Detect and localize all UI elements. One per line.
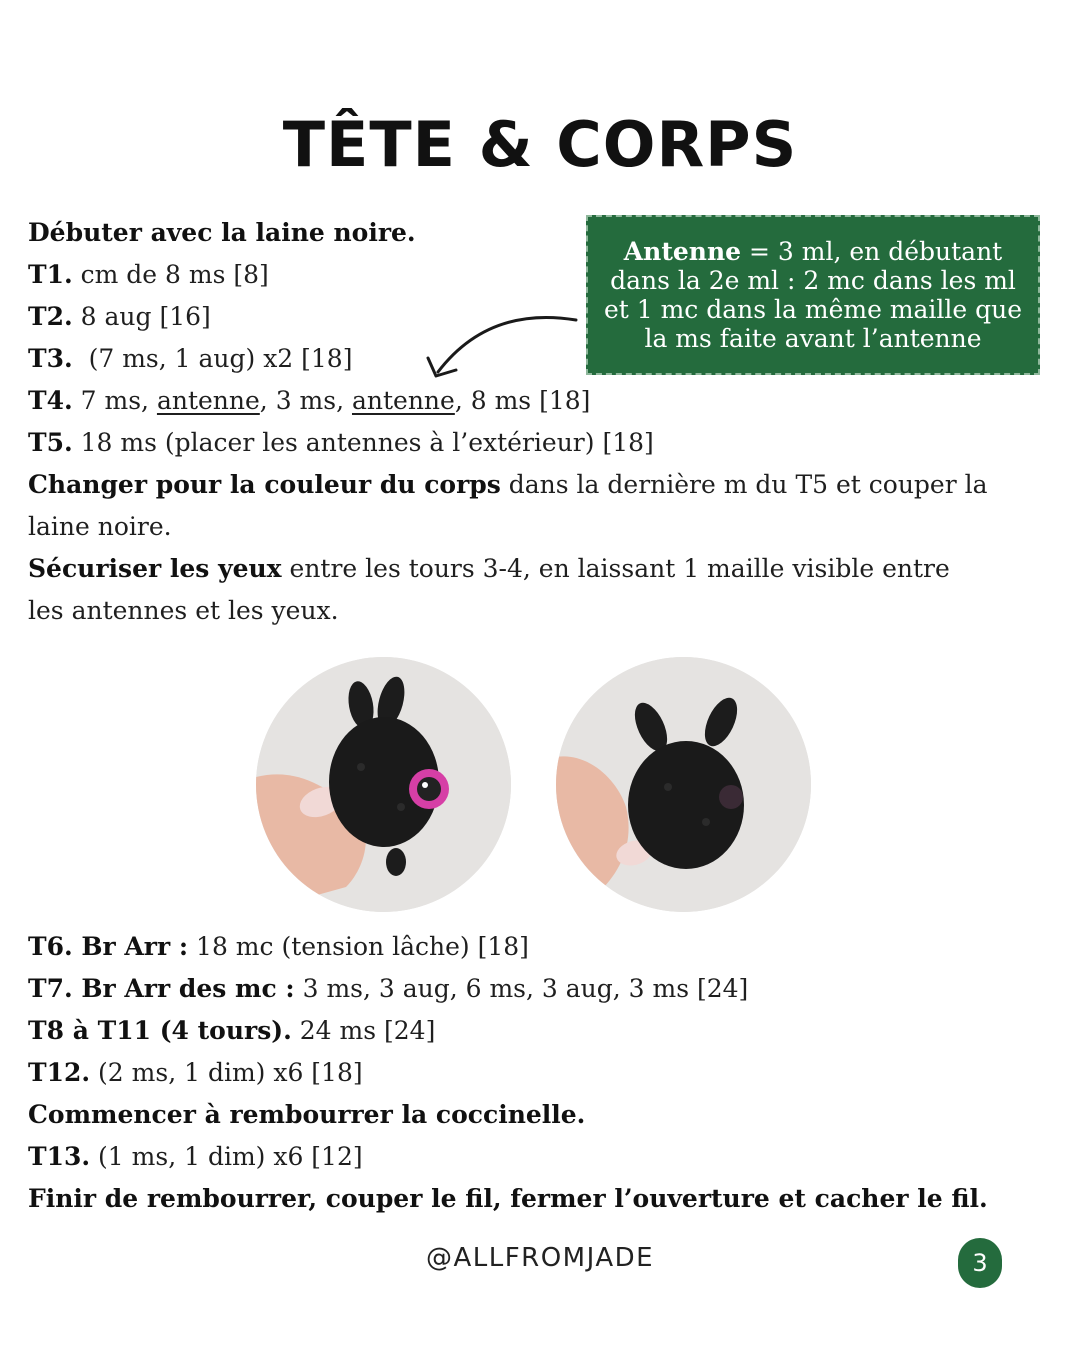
page-number-badge: 3 <box>958 1238 1002 1288</box>
footer-handle: @ALLFROMJADE <box>425 1243 655 1273</box>
antenna-term: antenne <box>156 386 260 415</box>
round-t12: T12. (2 ms, 1 dim) x6 [18] <box>28 1058 363 1087</box>
antenna-term: antenne <box>351 386 455 415</box>
change-color-line-2: laine noire. <box>28 512 172 541</box>
change-color-line: Changer pour la couleur du corps dans la dernière m du T5 et couper la <box>28 470 988 499</box>
finish-line: Finir de rembourrer, couper le fil, fermer l’ouverture et cacher le fil. <box>28 1184 988 1213</box>
round-t5: T5. 18 ms (placer les antennes à l’extérieur) [18] <box>28 428 654 457</box>
round-t1: T1. cm de 8 ms [8] <box>28 260 269 289</box>
eyes-line: Sécuriser les yeux entre les tours 3-4, en laissant 1 maille visible entre <box>28 554 950 583</box>
round-t4: T4. 7 ms, antenne, 3 ms, antenne, 8 ms [18] <box>28 386 591 415</box>
round-t3: T3. (7 ms, 1 aug) x2 [18] <box>28 344 353 373</box>
amigurumi-photo-front <box>556 657 811 912</box>
amigurumi-photo-side <box>256 657 511 912</box>
round-t13: T13. (1 ms, 1 dim) x6 [12] <box>28 1142 363 1171</box>
page-title: TÊTE & CORPS <box>282 108 798 181</box>
round-t8-t11: T8 à T11 (4 tours). 24 ms [24] <box>28 1016 436 1045</box>
antenna-callout: Antenne = 3 ml, en débutant dans la 2e ml : 2 mc dans les ml et 1 mc dans la même maille que la ms faite avant l’antenne <box>586 215 1040 375</box>
curved-arrow-icon <box>420 300 585 385</box>
round-t7: T7. Br Arr des mc : 3 ms, 3 aug, 6 ms, 3 aug, 3 ms [24] <box>28 974 749 1003</box>
round-t2: T2. 8 aug [16] <box>28 302 211 331</box>
eyes-line-2: les antennes et les yeux. <box>28 596 339 625</box>
round-t6: T6. Br Arr : 18 mc (tension lâche) [18] <box>28 932 529 961</box>
intro-line: Débuter avec la laine noire. <box>28 218 416 247</box>
stuff-start-line: Commencer à rembourrer la coccinelle. <box>28 1100 586 1129</box>
